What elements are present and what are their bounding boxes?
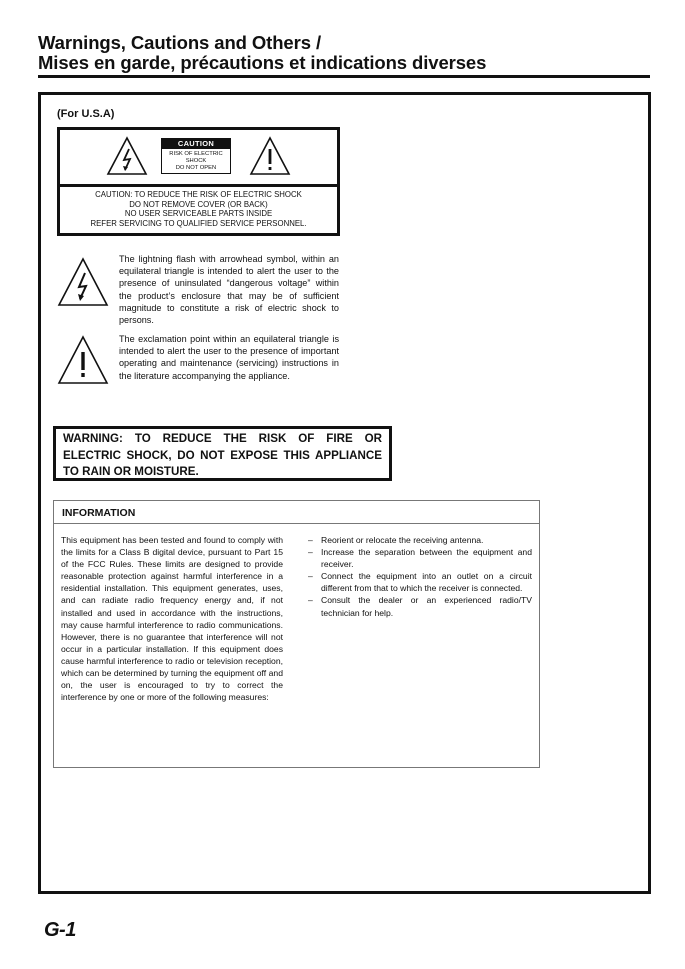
information-body: This equipment has been tested and found to comply with the limits for a Class B digital device, pursuant to Part 15 of the FCC Rules. These limits are designed to provide reasonable protection against harmful interference in a residential installation. This equipment generates, uses, and can radiate radio frequency energy and, if not installed and used in accordance with the instructions, may cause harmful interference to radio communications. However, there is no guarantee that interference will not occur in a particular installation. If this equipment does cause harmful interference to radio or television reception, which can be determined by turning the equipment off and on, the user is encouraged to try to correct the interference by one or more of the following measures: [61,535,283,703]
list-item [308,546,532,570]
dash-bullet: – [308,571,313,582]
list-item [308,570,532,594]
caution-label-top [60,130,337,184]
page-number: G-1 [44,919,76,941]
caution-label-box [57,127,340,236]
lightning-warning-icon [106,136,148,176]
measure-text: Reorient or relocate the receiving antenna. [321,535,484,545]
fire-shock-warning: WARNING: TO REDUCE THE RISK OF FIRE OR ELECTRIC SHOCK, DO NOT EXPOSE THIS APPLIANCE TO RAIN OR MOISTURE. [53,426,392,481]
header-rule [38,75,650,78]
information-heading: INFORMATION [62,507,136,519]
caution-plate-line: SHOCK [185,158,207,164]
caution-label-text [60,190,337,228]
caution-plate-line: RISK OF ELECTRIC [169,151,223,157]
measure-text: Connect the equipment into an outlet on a circuit different from that to which the receiver is connected. [321,571,532,594]
dash-bullet: – [308,595,313,606]
list-item [308,594,532,618]
measure-text: Consult the dealer or an experienced radio/TV technician for help. [321,595,532,618]
information-measures [308,534,532,619]
lightning-symbol-description: The lightning flash with arrowhead symbol, within an equilateral triangle is intended to alert the user to the presence of uninsulated “dangerous voltage” within the product’s enclosure that may be of sufficient magnitude to constitute a risk of electric shock to persons. [119,254,339,326]
caution-line: NO USER SERVICEABLE PARTS INSIDE [124,209,273,219]
caution-plate-title: CAUTION [162,139,230,149]
caution-line: REFER SERVICING TO QUALIFIED SERVICE PERSONNEL. [90,218,307,228]
dash-bullet: – [308,535,313,545]
page-header [38,33,650,73]
page-title-french: Mises en garde, précautions et indications diverses [38,52,487,73]
caution-plate-line: DO NOT OPEN [175,165,217,171]
region-label: (For U.S.A) [57,108,115,120]
information-box [53,500,540,768]
measure-text: Increase the separation between the equipment and receiver. [321,547,532,570]
information-rule [54,523,539,524]
exclamation-warning-icon [249,136,291,176]
exclamation-symbol-description: The exclamation point within an equilateral triangle is intended to alert the user to the presence of important operating and maintenance (servicing) instructions in the literature accompanying the appliance. [119,334,339,381]
caution-plate-text [162,151,230,172]
exclamation-symbol-icon [57,335,109,385]
lightning-symbol-icon [57,257,109,307]
list-item [308,534,532,546]
caution-line: DO NOT REMOVE COVER (OR BACK) [129,199,268,209]
caution-plate [161,138,231,174]
caution-label-divider [60,184,337,187]
page-title-english: Warnings, Cautions and Others / [38,32,321,53]
dash-bullet: – [308,547,313,558]
caution-line: CAUTION: TO REDUCE THE RISK OF ELECTRIC SHOCK [95,190,302,199]
